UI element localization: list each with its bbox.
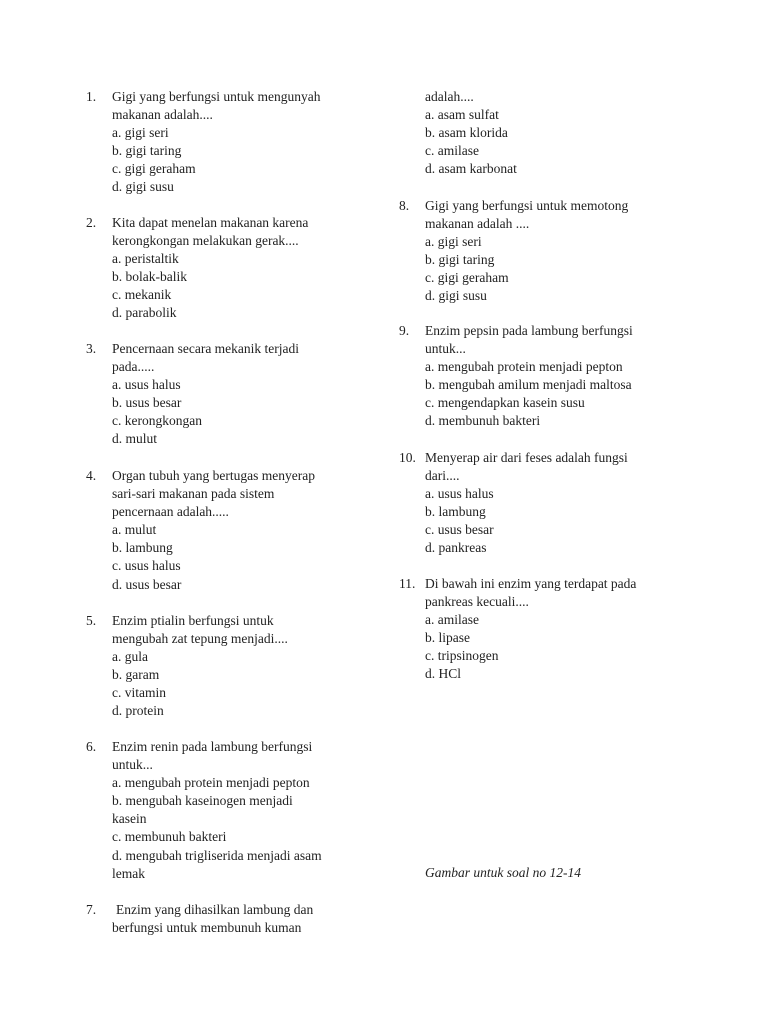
question-number: 10. [399,450,416,465]
question-text-line: untuk... [425,341,466,357]
answer-option-d: d. asam karbonat [425,161,517,177]
answer-option-b: b. lambung [425,504,486,520]
answer-option-b: b. gigi taring [112,143,182,159]
question-7 [86,901,356,937]
question-text-line: Enzim renin pada lambung berfungsi [112,739,313,754]
question-7-continued [399,88,669,178]
answer-option-d: d. gigi susu [425,288,487,304]
question-text-line: berfungsi untuk membunuh kuman [112,920,302,936]
answer-option-c: c. gigi geraham [112,161,196,177]
question-5 [86,612,356,721]
answer-option-c: c. usus halus [112,558,181,574]
answer-option-b-continued: kasein [112,811,147,827]
answer-option-c: c. tripsinogen [425,648,499,664]
question-text-line: Gigi yang berfungsi untuk mengunyah [112,89,321,104]
question-number: 6. [86,739,97,754]
answer-option-c: c. kerongkongan [112,413,202,429]
answer-option-d: d. mulut [112,431,158,447]
question-number: 1. [86,89,97,104]
question-number: 3. [86,341,97,356]
question-number: 4. [86,468,97,483]
answer-option-d: d. gigi susu [112,179,174,195]
answer-option-b: b. lambung [112,540,173,556]
question-4 [86,467,356,594]
question-text-line: Gigi yang berfungsi untuk memotong [425,198,629,213]
answer-option-b: b. bolak-balik [112,269,187,285]
answer-option-d: d. usus besar [112,576,182,592]
question-text-line: pencernaan adalah..... [112,504,229,520]
answer-option-d: d. pankreas [425,540,487,556]
question-text-line: Menyerap air dari feses adalah fungsi [425,450,628,465]
answer-option-b: b. gigi taring [425,252,495,268]
question-1 [86,88,356,197]
question-number: 5. [86,613,97,628]
answer-option-c: c. gigi geraham [425,270,509,286]
answer-option-c: c. mekanik [112,287,172,303]
question-9 [399,322,669,431]
answer-option-a: a. usus halus [112,377,181,393]
answer-option-d: d. HCl [425,666,462,682]
question-10 [399,449,669,558]
question-text-line: Enzim ptialin berfungsi untuk [112,613,274,628]
answer-option-b: b. usus besar [112,395,182,411]
answer-option-b: b. mengubah amilum menjadi maltosa [425,377,632,393]
question-2 [86,214,356,323]
answer-option-c: c. usus besar [425,522,494,538]
question-text-line: Di bawah ini enzim yang terdapat pada [425,576,637,591]
question-number: 2. [86,215,97,230]
answer-option-a: a. amilase [425,612,479,628]
question-text-line: dari.... [425,468,460,484]
answer-option-d: d. mengubah trigliserida menjadi asam [112,847,322,863]
answer-option-a: a. gigi seri [425,234,482,250]
question-text-line: pankreas kecuali.... [425,594,529,610]
question-text-line: Enzim pepsin pada lambung berfungsi [425,323,633,338]
question-text-line: Pencernaan secara mekanik terjadi [112,341,300,356]
question-text-line: Enzim yang dihasilkan lambung dan [116,902,314,917]
question-number: 11. [399,576,416,591]
question-6 [86,738,356,883]
question-text-line: Organ tubuh yang bertugas menyerap [112,468,315,483]
answer-option-a: a. mengubah protein menjadi pepton [112,775,310,791]
answer-option-a: a. mulut [112,522,157,538]
question-text-line: Kita dapat menelan makanan karena [112,215,309,230]
question-text-line: makanan adalah .... [425,216,530,232]
answer-option-c: c. amilase [425,143,479,159]
answer-option-c: c. vitamin [112,685,166,701]
answer-option-d: d. membunuh bakteri [425,413,541,429]
question-text-line: mengubah zat tepung menjadi.... [112,631,288,647]
answer-option-d-continued: lemak [112,865,145,881]
question-number: 9. [399,323,410,338]
answer-option-d: d. protein [112,703,164,719]
question-text-line: sari-sari makanan pada sistem [112,486,275,502]
question-text-line: kerongkongan melakukan gerak.... [112,233,299,249]
question-text-line: pada..... [112,359,155,375]
question-number: 7. [86,902,97,917]
answer-option-a: a. peristaltik [112,251,179,267]
question-text-line: makanan adalah.... [112,107,213,123]
question-3 [86,340,356,449]
question-text-line: untuk... [112,757,153,773]
answer-option-b: b. lipase [425,630,470,646]
answer-option-a: a. gula [112,649,148,665]
answer-option-a: a. gigi seri [112,125,169,141]
answer-option-b: b. mengubah kaseinogen menjadi [112,793,293,809]
answer-option-b: b. asam klorida [425,125,508,141]
question-8 [399,197,669,306]
answer-option-b: b. garam [112,667,160,683]
answer-option-a: a. mengubah protein menjadi pepton [425,359,623,375]
question-11 [399,575,669,684]
answer-option-a: a. asam sulfat [425,107,499,123]
answer-option-c: c. mengendapkan kasein susu [425,395,585,411]
answer-option-c: c. membunuh bakteri [112,829,227,845]
question-number: 8. [399,198,410,213]
answer-option-d: d. parabolik [112,305,177,321]
figure-caption: Gambar untuk soal no 12-14 [425,865,581,880]
answer-option-a: a. usus halus [425,486,494,502]
question-text-line: adalah.... [425,89,474,104]
